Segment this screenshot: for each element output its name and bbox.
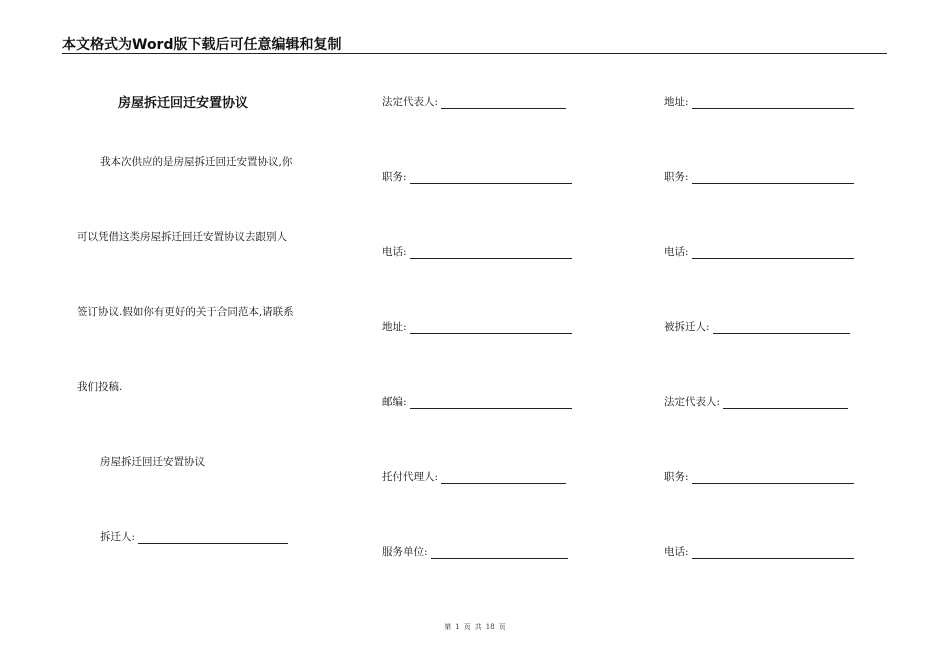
service-unit-blank[interactable] (431, 546, 568, 559)
legal-rep-label-2: 法定代表人: (664, 396, 721, 408)
page-label: 第 (444, 623, 452, 631)
position-blank-1[interactable] (410, 171, 572, 184)
page-number: 1 (455, 623, 460, 631)
address-label-1: 地址: (382, 321, 407, 333)
position-blank-2[interactable] (692, 171, 854, 184)
position-label-2: 职务: (664, 171, 689, 183)
phone-blank-1[interactable] (410, 246, 572, 259)
demolisher-label: 拆迁人: (100, 531, 136, 543)
address-blank-2[interactable] (692, 96, 854, 109)
phone-field-3 (664, 544, 854, 559)
agent-blank[interactable] (441, 471, 566, 484)
phone-field-2 (664, 244, 854, 259)
total-pages: 18 (485, 623, 495, 631)
document-header: 本文格式为Word版下载后可任意编辑和复制 (62, 37, 342, 53)
legal-rep-blank-1[interactable] (441, 96, 566, 109)
legal-rep-label-1: 法定代表人: (382, 96, 439, 108)
position-label-3: 职务: (664, 471, 689, 483)
intro-line-1: 我本次供应的是房屋拆迁回迁安置协议,你 (100, 156, 293, 168)
legal-rep-field-2 (664, 394, 848, 409)
phone-label-1: 电话: (382, 246, 407, 258)
service-unit-label: 服务单位: (382, 546, 428, 558)
postcode-label: 邮编: (382, 396, 407, 408)
phone-blank-3[interactable] (692, 546, 854, 559)
total-label: 共 (474, 623, 482, 631)
legal-rep-field-1 (382, 94, 566, 109)
total-unit: 页 (498, 623, 506, 631)
page-footer (0, 622, 950, 632)
address-field-1 (382, 319, 572, 334)
phone-field-1 (382, 244, 572, 259)
agent-field (382, 469, 566, 484)
page-unit: 页 (463, 623, 471, 631)
position-label-1: 职务: (382, 171, 407, 183)
document-title: 房屋拆迁回迁安置协议 (118, 96, 249, 111)
postcode-blank[interactable] (410, 396, 572, 409)
service-unit-field (382, 544, 568, 559)
position-field-2 (664, 169, 854, 184)
intro-line-2: 可以凭借这类房屋拆迁回迁安置协议去跟别人 (77, 231, 287, 243)
demolished-field (664, 319, 850, 334)
intro-line-4: 我们投稿. (77, 381, 123, 393)
phone-label-3: 电话: (664, 546, 689, 558)
demolisher-blank[interactable] (138, 531, 288, 544)
postcode-field (382, 394, 572, 409)
demolished-blank[interactable] (713, 321, 850, 334)
position-field-1 (382, 169, 572, 184)
position-field-3 (664, 469, 854, 484)
demolisher-field (100, 529, 288, 544)
intro-line-3: 签订协议.假如你有更好的关于合同范本,请联系 (77, 306, 294, 318)
demolished-label: 被拆迁人: (664, 321, 710, 333)
section-subtitle: 房屋拆迁回迁安置协议 (100, 456, 205, 468)
phone-label-2: 电话: (664, 246, 689, 258)
position-blank-3[interactable] (692, 471, 854, 484)
address-blank-1[interactable] (410, 321, 572, 334)
header-divider (62, 53, 887, 54)
address-label-2: 地址: (664, 96, 689, 108)
legal-rep-blank-2[interactable] (723, 396, 848, 409)
address-field-2 (664, 94, 854, 109)
phone-blank-2[interactable] (692, 246, 854, 259)
agent-label: 托付代理人: (382, 471, 439, 483)
